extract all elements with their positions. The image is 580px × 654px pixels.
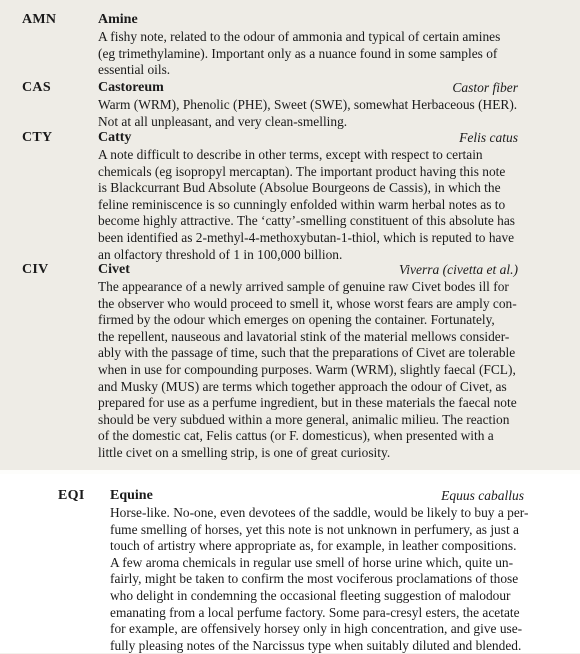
body-line: essential oils. xyxy=(98,62,171,78)
body-line: prepared for use as a perfume ingredient, but in these materials the faecal note xyxy=(98,395,517,411)
body-line: touch of artistry where appropriate as, for example, in leather compositions. xyxy=(110,538,517,554)
body-line: the repellent, nauseous and lavatorial stink of the material mellows consider- xyxy=(98,328,510,344)
entry-code: CIV xyxy=(22,262,49,277)
body-line: of the domestic cat, Felis cattus (or F. domesticus), when presented with a xyxy=(98,428,494,444)
entry-body xyxy=(98,97,518,130)
body-line: emanating from a local perfume factory. Some para-cresyl esters, the acetate xyxy=(110,604,520,620)
body-line: the observer who would proceed to smell it, whose worst fears are amply con- xyxy=(98,295,517,311)
body-line: A note difficult to describe in other terms, except with respect to certain xyxy=(98,147,483,162)
entry-code: CAS xyxy=(22,80,51,95)
body-line: The appearance of a newly arrived sample of genuine raw Civet bodes ill for xyxy=(98,279,509,294)
entry-latin-name: Viverra (civetta et al.) xyxy=(399,262,518,277)
entry-body xyxy=(98,279,518,462)
body-line: A fishy note, related to the odour of ammonia and typical of certain amines xyxy=(98,29,501,44)
entry-body xyxy=(98,147,518,263)
entry-latin-name: Equus caballus xyxy=(441,488,524,503)
body-line: Not at all unpleasant, and very clean-smelling. xyxy=(98,113,348,129)
entry-name: Amine xyxy=(98,12,138,27)
body-line: should be very subdued within a more general, animalic milieu. The reaction xyxy=(98,411,510,427)
body-line: and Musky (MUS) are terms which together approach the odour of Civet, as xyxy=(98,378,507,394)
body-line: feline reminiscence is so cunningly enfolded within warm herbal notes as to xyxy=(98,196,506,212)
entry-code: EQI xyxy=(58,488,85,503)
entry-latin-name: Castor fiber xyxy=(452,80,518,95)
entry-name: Equine xyxy=(110,488,153,503)
body-line: A few aroma chemicals in regular use smell of horse urine which, quite un- xyxy=(110,554,514,570)
body-line: Horse-like. No-one, even devotees of the saddle, would be likely to buy a per- xyxy=(110,505,529,520)
body-line: firmed by the odour which emerges on opening the container. Fortunately, xyxy=(98,312,495,328)
body-line: fairly, might be taken to confirm the most vociferous proclamations of those xyxy=(110,571,519,587)
entry-code: CTY xyxy=(22,130,53,145)
entry-body xyxy=(98,29,518,79)
body-line: who delight in condemning the occasional fleeting suggestion of malodour xyxy=(110,587,511,603)
body-line: fume smelling of horses, yet this note is not unknown in perfumery, as just a xyxy=(110,521,519,537)
entry-name: Catty xyxy=(98,130,132,145)
entry-body xyxy=(110,505,530,654)
body-line: is Blackcurrant Bud Absolute (Absolue Bourgeons de Cassis), in which the xyxy=(98,180,501,196)
body-line: become highly attractive. The ‘catty’-smelling constituent of this absolute has xyxy=(98,213,515,229)
body-line: chemicals (eg isopropyl mercaptan). The important product having this note xyxy=(98,163,506,179)
entry-code: AMN xyxy=(22,12,57,27)
body-line: an olfactory threshold of 1 in 100,000 billion. xyxy=(98,246,343,262)
entry-name: Civet xyxy=(98,262,130,277)
body-line: fully pleasing notes of the Narcissus type when suitably diluted and blended. xyxy=(110,637,522,653)
body-line: for example, are offensively horsey only in high concentration, and give use- xyxy=(110,621,523,637)
body-line: little civet on a smelling strip, is one of great curiosity. xyxy=(98,444,391,460)
entry-name: Castoreum xyxy=(98,80,164,95)
entry-latin-name: Felis catus xyxy=(459,130,518,145)
body-line: Warm (WRM), Phenolic (PHE), Sweet (SWE), somewhat Herbaceous (HER). xyxy=(98,97,518,112)
body-line: (eg trimethylamine). Important only as a nuance found in some samples of xyxy=(98,45,498,61)
body-line: been identified as 2-methyl-4-methoxybutan-1-thiol, which is reputed to have xyxy=(98,229,515,245)
body-line: ably with the passage of time, such that the preparations of Civet are tolerable xyxy=(98,345,516,361)
body-line: when in use for compounding purposes. Warm (WRM), slightly faecal (FCL), xyxy=(98,361,516,377)
